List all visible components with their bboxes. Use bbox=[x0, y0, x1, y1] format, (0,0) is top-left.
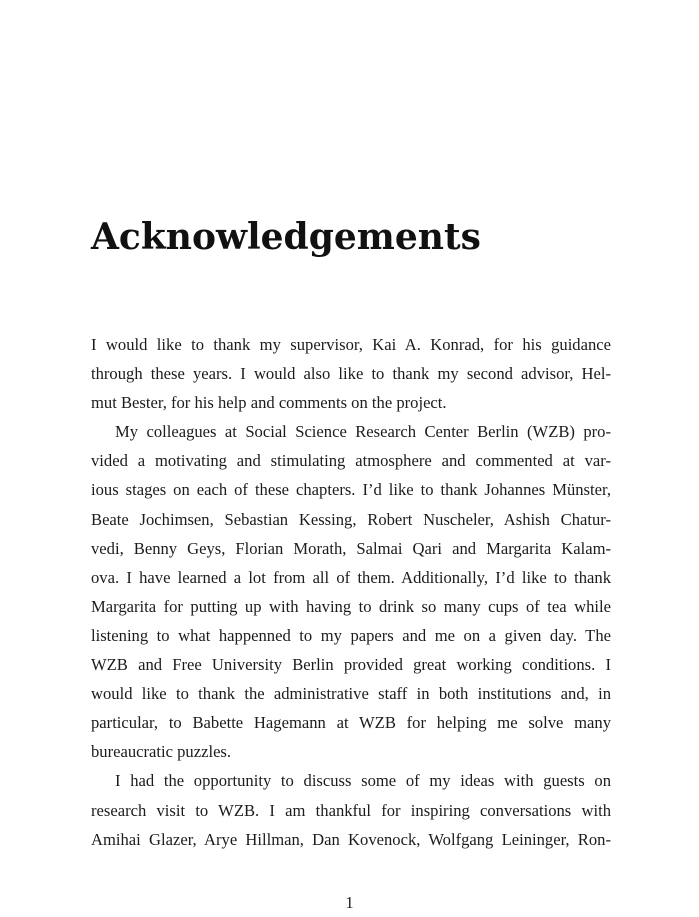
paragraph-2-line-9: WZB and Free University Berlin provided great working conditions. I bbox=[91, 655, 611, 675]
paragraph-2-line-12: bureaucratic puzzles. bbox=[91, 742, 232, 762]
paragraph-2-line-5: vedi, Benny Geys, Florian Morath, Salmai Qari and Margarita Kalam- bbox=[91, 538, 611, 558]
paragraph-3-line-2: research visit to WZB. I am thankful for inspiring conversations with bbox=[91, 800, 611, 820]
paragraph-2-line-11: particular, to Babette Hagemann at WZB for helping me solve many bbox=[91, 713, 611, 733]
paragraph-2-line-2: vided a motivating and stimulating atmosphere and commented at var- bbox=[91, 451, 611, 471]
page-number: 1 bbox=[345, 893, 354, 912]
paragraph-2-line-1: My colleagues at Social Science Research Center Berlin (WZB) pro- bbox=[115, 422, 611, 442]
paragraph-2-line-6: ova. I have learned a lot from all of them. Additionally, I’d like to thank bbox=[91, 567, 611, 587]
paragraph-2-line-4: Beate Jochimsen, Sebastian Kessing, Robert Nuscheler, Ashish Chatur- bbox=[91, 509, 611, 529]
chapter-title: Acknowledgements bbox=[91, 216, 481, 258]
paragraph-1-line-3: mut Bester, for his help and comments on the project. bbox=[91, 393, 447, 413]
paragraph-1-line-1: I would like to thank my supervisor, Kai A. Konrad, for his guidance bbox=[91, 335, 611, 354]
paragraph-3-line-1: I had the opportunity to discuss some of my ideas with guests on bbox=[115, 771, 611, 791]
paragraph-2-line-3: ious stages on each of these chapters. I’d like to thank Johannes Münster, bbox=[91, 480, 611, 500]
paragraph-3-line-3: Amihai Glazer, Arye Hillman, Dan Kovenock, Wolfgang Leininger, Ron- bbox=[91, 829, 611, 849]
body-text bbox=[91, 330, 611, 854]
paragraph-1-line-2: through these years. I would also like to thank my second advisor, Hel- bbox=[91, 364, 611, 384]
paragraph-2-line-10: would like to thank the administrative staff in both institutions and, in bbox=[91, 684, 611, 704]
paragraph-2-line-8: listening to what happenned to my papers and me on a given day. The bbox=[91, 625, 611, 645]
paragraph-2-line-7: Margarita for putting up with having to drink so many cups of tea while bbox=[91, 596, 611, 616]
